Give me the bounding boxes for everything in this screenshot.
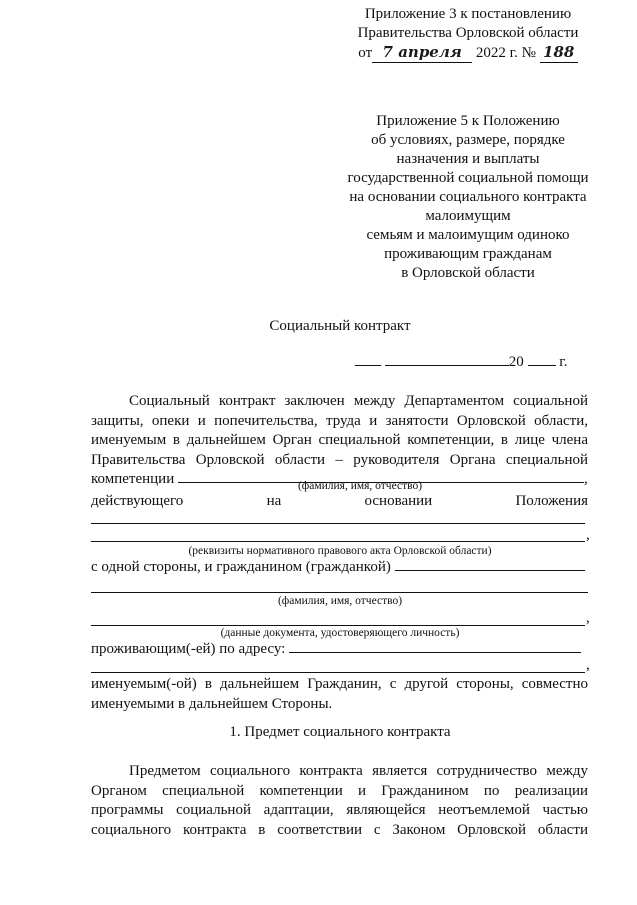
acting-word: на [266, 493, 282, 509]
hint-act: (реквизиты нормативного правового акта Орловской области) [188, 545, 492, 557]
hint-doc: (данные документа, удостоверяющего личность) [220, 627, 460, 639]
appendix5-header [330, 112, 606, 283]
residing-text: проживающим(-ей) по адресу: [91, 641, 286, 657]
comma: , [584, 471, 588, 487]
intro-line: защиты, опеки и попечительства, труда и занятости Орловской области, [91, 412, 588, 429]
appendix5-line: проживающим гражданам [384, 246, 552, 262]
act-blank-2 [91, 541, 585, 542]
comma: , [586, 610, 590, 626]
year-suffix: г. [559, 354, 568, 370]
hint-fio: (фамилия, имя, отчество) [297, 480, 423, 492]
year-blank [528, 365, 556, 366]
section1-paragraph [91, 762, 588, 840]
acting-word: основании [364, 493, 433, 509]
competence-word: компетенции [91, 471, 175, 487]
day-blank [355, 365, 381, 366]
address-blank [289, 652, 581, 653]
named-paragraph [91, 675, 588, 714]
appendix5-line: об условиях, размере, порядке [371, 132, 565, 148]
intro-paragraph [91, 392, 588, 490]
doc-blank [91, 625, 585, 626]
appendix3-date-line [340, 43, 596, 63]
named-line: именуемыми в дальнейшем Стороны. [91, 695, 333, 712]
act-blank-1 [91, 523, 585, 524]
appendix5-line: малоимущим [425, 208, 511, 224]
intro-line: именуемым в дальнейшем Орган специальной компетенции, в лице члена [91, 432, 588, 448]
named-line: именуемым(-ой) в дальнейшем Гражданин, с другой стороны, совместно [91, 676, 588, 692]
intro-line: Правительства Орловской области – руководителя Органа специальной [91, 451, 588, 468]
comma: , [586, 657, 590, 673]
section1-line: Предметом социального контракта является сотрудничество между [129, 763, 588, 779]
address-blank-2 [91, 672, 585, 673]
month-blank [385, 365, 509, 366]
section1-line: Органом специальной компетенции и Гражданином по реализации [91, 782, 588, 799]
appendix5-line: на основании социального контракта [349, 189, 587, 205]
section1-line: социального контракта в соответствии с Законом Орловской области [91, 821, 588, 838]
handwritten-date: 7 апреля [372, 43, 472, 63]
acting-line [91, 493, 588, 510]
appendix5-line: государственной социальной помощи [347, 170, 589, 186]
citizen-blank [395, 570, 585, 571]
appendix5-line: семьям и малоимущим одиноко [366, 227, 570, 243]
appendix5-line: в Орловской области [401, 265, 535, 281]
contract-date-line [355, 354, 567, 371]
handwritten-number: 188 [540, 43, 578, 63]
appendix3-header [340, 5, 596, 63]
comma: , [586, 527, 590, 543]
year-number-label: 2022 г. № [475, 45, 536, 61]
section1-line: программы социальной адаптации, являющейся неотъемлемой частью [91, 802, 588, 818]
year-prefix: 20 [508, 354, 524, 370]
residing-line [91, 641, 581, 658]
one-side-line [91, 559, 585, 576]
hint-fio2: (фамилия, имя, отчество) [277, 595, 403, 607]
appendix3-line2: Правительства Орловской области [357, 25, 579, 41]
section1-heading: 1. Предмет социального контракта [229, 724, 451, 740]
from-prefix: от [358, 45, 373, 61]
citizen-fio-blank [91, 592, 588, 593]
appendix3-line1: Приложение 3 к постановлению [364, 6, 572, 22]
intro-line: Социальный контракт заключен между Департаментом социальной [129, 393, 588, 409]
document-title: Социальный контракт [269, 318, 411, 334]
appendix5-line: Приложение 5 к Положению [376, 113, 560, 129]
acting-word: Положения [515, 493, 588, 509]
appendix5-line: назначения и выплаты [396, 151, 540, 167]
one-side-text: с одной стороны, и гражданином (гражданкой) [91, 559, 391, 575]
acting-word: действующего [91, 493, 184, 509]
